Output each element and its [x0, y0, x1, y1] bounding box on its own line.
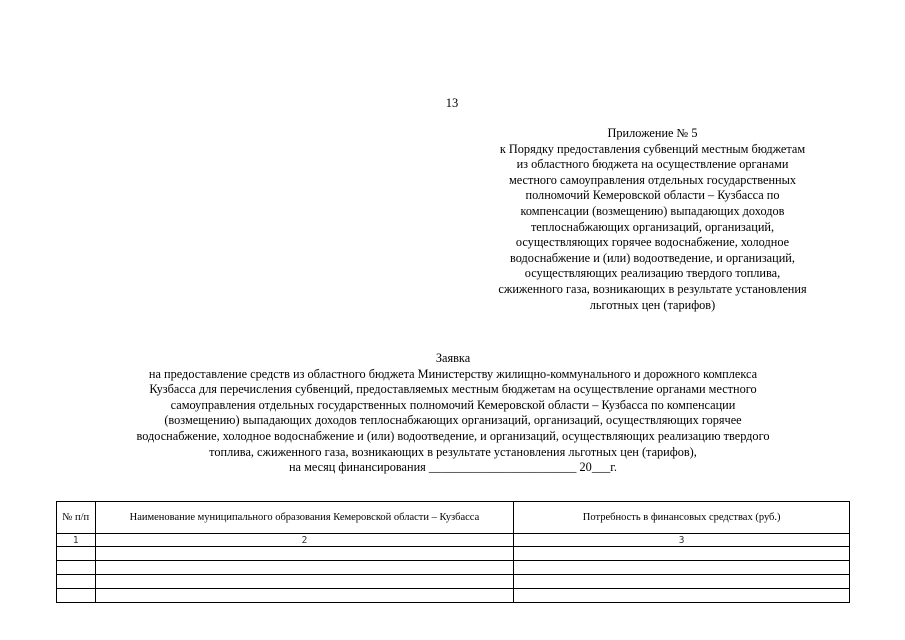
table-cell [95, 575, 514, 589]
appendix-line: осуществляющих горячее водоснабжение, холодное [515, 235, 790, 250]
request-table [56, 501, 850, 603]
appendix-line: осуществляющих реализацию твердого топлива, [524, 266, 781, 281]
table-cell [514, 589, 850, 603]
column-number: 3 [514, 534, 850, 547]
appendix-line: полномочий Кемеровской области – Кузбасса по [525, 188, 780, 203]
column-number: 1 [57, 534, 96, 547]
appendix-line: льготных цен (тарифов) [589, 297, 716, 312]
request-line: водоснабжение, холодное водоснабжение и (или) водоотведение, и организаций, осуществляющих реализацию твердого [136, 428, 770, 443]
table-cell [95, 547, 514, 561]
table-cell [514, 547, 850, 561]
appendix-line: к Порядку предоставления субвенций местным бюджетам [499, 141, 806, 156]
appendix-block [455, 126, 850, 313]
column-number: 2 [95, 534, 514, 547]
table-row [57, 589, 850, 603]
header-num: № п/п [57, 502, 96, 534]
request-line: топлива, сжиженного газа, возникающих в результате установления льготных цен (тарифов), [209, 444, 697, 459]
appendix-line: компенсации (возмещению) выпадающих доходов [520, 203, 785, 218]
appendix-line: сжиженного газа, возникающих в результате установления [498, 281, 807, 296]
page-number: 13 [445, 96, 459, 110]
table-cell [57, 547, 96, 561]
table-cell [57, 561, 96, 575]
request-line: (возмещению) выпадающих доходов теплоснабжающих организаций, организаций, осуществляющих горячее [164, 413, 742, 428]
header-municipality: Наименование муниципального образования Кемеровской области – Кузбасса [95, 502, 514, 534]
request-line: на предоставление средств из областного бюджета Министерству жилищно-коммунального и дорожного комплекса [148, 366, 758, 381]
appendix-text [455, 142, 850, 314]
table-header-row [57, 502, 850, 534]
table-cell [57, 589, 96, 603]
appendix-line: водоснабжение и (или) водоотведение, и организаций, [510, 250, 795, 265]
table-cell [57, 575, 96, 589]
request-line: Кузбасса для перечисления субвенций, предоставляемых местным бюджетам на осуществление органами местного [149, 382, 757, 397]
request-title: Заявка [435, 351, 471, 365]
table-cell [95, 589, 514, 603]
table-row [57, 575, 850, 589]
header-financial-need: Потребность в финансовых средствах (руб.) [514, 502, 850, 534]
table-cell [514, 561, 850, 575]
column-number-row [57, 534, 850, 547]
table-cell [95, 561, 514, 575]
table-row [57, 561, 850, 575]
table-cell [514, 575, 850, 589]
request-line: самоуправления отдельных государственных полномочий Кемеровской области – Кузбасса по компенсации [170, 397, 736, 412]
financing-month-line: на месяц финансирования ________________________ 20___г. [288, 460, 618, 475]
appendix-title: Приложение № 5 [607, 126, 698, 140]
appendix-line: теплоснабжающих организаций, организаций, [530, 219, 775, 234]
table-row [57, 547, 850, 561]
appendix-line: из областного бюджета на осуществление органами [516, 157, 789, 172]
request-block [50, 351, 856, 476]
appendix-line: местного самоуправления отдельных государственных [508, 172, 797, 187]
